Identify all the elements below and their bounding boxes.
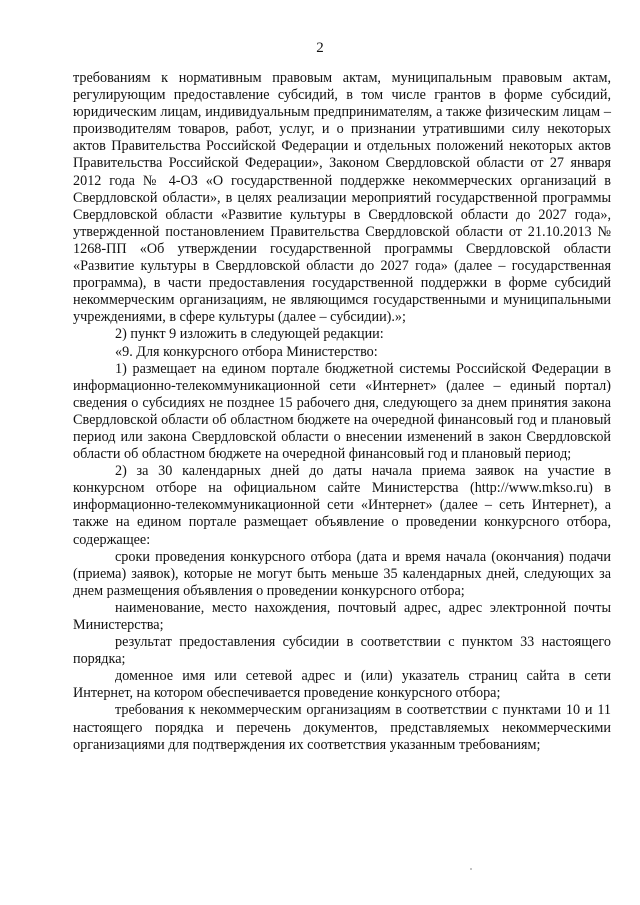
paragraph-subsidy-result: результат предоставления субсидии в соответствии с пунктом 33 настоящего порядка; [73,634,611,668]
paragraph-ministry-contacts: наименование, место нахождения, почтовый адрес, адрес электронной почты Министерства; [73,599,611,633]
scan-artifact-dot [470,868,472,870]
document-body [73,70,611,754]
paragraph-subitem-1: 1) размещает на едином портале бюджетной системы Российской Федерации в информационно-телекоммуникационной сети «Интернет» (далее – единый портал) сведения о субсидиях не позднее 15 рабочего дня, следующего за днем принятия закона Свердловской области об областном бюджете на очередной финансовый год и плановый период или закона Свердловской области о внесении изменений в закон Свердловской области об областном бюджете на очередной финансовый год и плановый период; [73,360,611,463]
paragraph-domain-name: доменное имя или сетевой адрес и (или) указатель страниц сайта в сети Интернет, на котором обеспечивается проведение конкурсного отбора; [73,668,611,702]
paragraph-clause-9: «9. Для конкурсного отбора Министерство: [115,343,378,360]
paragraph-intro-continuation: требованиям к нормативным правовым актам, муниципальным правовым актам, регулирующим предоставление субсидий, в том числе грантов в форме субсидий, юридическим лицам, индивидуальным предпринимателям, а также физическим лицам – производителям товаров, работ, услуг, и о признании утратившими силу некоторых актов Правительства Российской Федерации и отдельных положений некоторых актов Правительства Российской Федерации», Законом Свердловской области от 27 января 2012 года № 4-ОЗ «О государственной поддержке некоммерческих организаций в Свердловской области», в целях реализации мероприятий государственной программы Свердловской области «Развитие культуры в Свердловской области до 2027 года», утвержденной постановлением Правительства Свердловской области от 21.10.2013 № 1268-ПП «Об утверждении государственной программы Свердловской области «Развитие культуры в Свердловской области до 2027 года» (далее – государственная программа), в части предоставления государственной поддержки в форме субсидий некоммерческим организациям, не являющимся государственными и муниципальными учреждениями, в сфере культуры (далее – субсидии).»; [73,70,611,326]
paragraph-subitem-2: 2) за 30 календарных дней до даты начала приема заявок на участие в конкурсном отборе на официальном сайте Министерства (http://www.mkso.ru) в информационно-телекоммуникационной сети «Интернет» (далее – сеть Интернет), а также на едином портале размещает объявление о проведении конкурсного отбора, содержащее: [73,463,611,548]
paragraph-selection-dates: сроки проведения конкурсного отбора (дата и время начала (окончания) подачи (приема) заявок), которые не могут быть меньше 35 календарных дней, следующих за днем размещения объявления о проведении конкурсного отбора; [73,548,611,599]
paragraph-requirements: требования к некоммерческим организациям в соответствии с пунктами 10 и 11 настоящего порядка и перечень документов, представляемых некоммерческими организациями для подтверждения их соответствия указанным требованиям; [73,702,611,753]
page-number: 2 [316,40,324,56]
paragraph-item-2: 2) пункт 9 изложить в следующей редакции: [115,326,384,343]
